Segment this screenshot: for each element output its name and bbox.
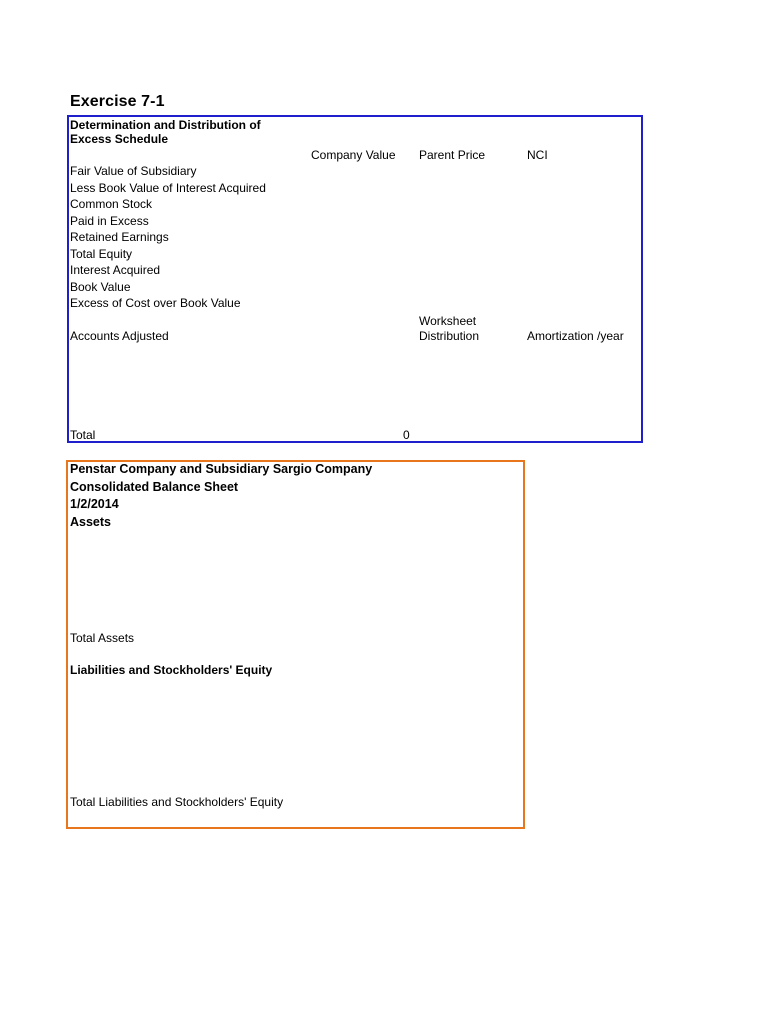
row-retained-earnings: Retained Earnings [70,230,169,244]
schedule-total-value: 0 [403,428,410,442]
row-less-book-value: Less Book Value of Interest Acquired [70,181,266,195]
schedule-heading-line1: Determination and Distribution of [70,118,261,132]
liabilities-heading: Liabilities and Stockholders' Equity [70,663,273,677]
row-excess-of-cost: Excess of Cost over Book Value [70,296,241,310]
exercise-title: Exercise 7-1 [70,93,165,110]
row-interest-acquired: Interest Acquired [70,263,161,277]
balance-company-line: Penstar Company and Subsidiary Sargio Company [70,462,373,476]
schedule-total-label: Total [70,428,96,442]
row-total-equity: Total Equity [70,247,133,261]
worksheet-label-line2: Distribution [419,329,480,343]
row-common-stock: Common Stock [70,197,153,211]
total-assets-label: Total Assets [70,631,135,645]
assets-heading: Assets [70,515,111,529]
schedule-heading-line2: Excess Schedule [70,132,169,146]
balance-sheet-box [66,460,525,829]
amortization-label: Amortization /year [527,329,624,343]
worksheet-label-line1: Worksheet [419,314,477,328]
total-liabilities-label: Total Liabilities and Stockholders' Equity [70,795,284,809]
column-company-value: Company Value [311,148,396,162]
balance-sheet-title: Consolidated Balance Sheet [70,480,239,494]
accounts-adjusted-label: Accounts Adjusted [70,329,169,343]
row-book-value: Book Value [70,280,131,294]
column-nci: NCI [527,148,548,162]
column-parent-price: Parent Price [419,148,486,162]
row-paid-in-excess: Paid in Excess [70,214,149,228]
row-fair-value: Fair Value of Subsidiary [70,164,197,178]
balance-sheet-date: 1/2/2014 [70,497,119,511]
